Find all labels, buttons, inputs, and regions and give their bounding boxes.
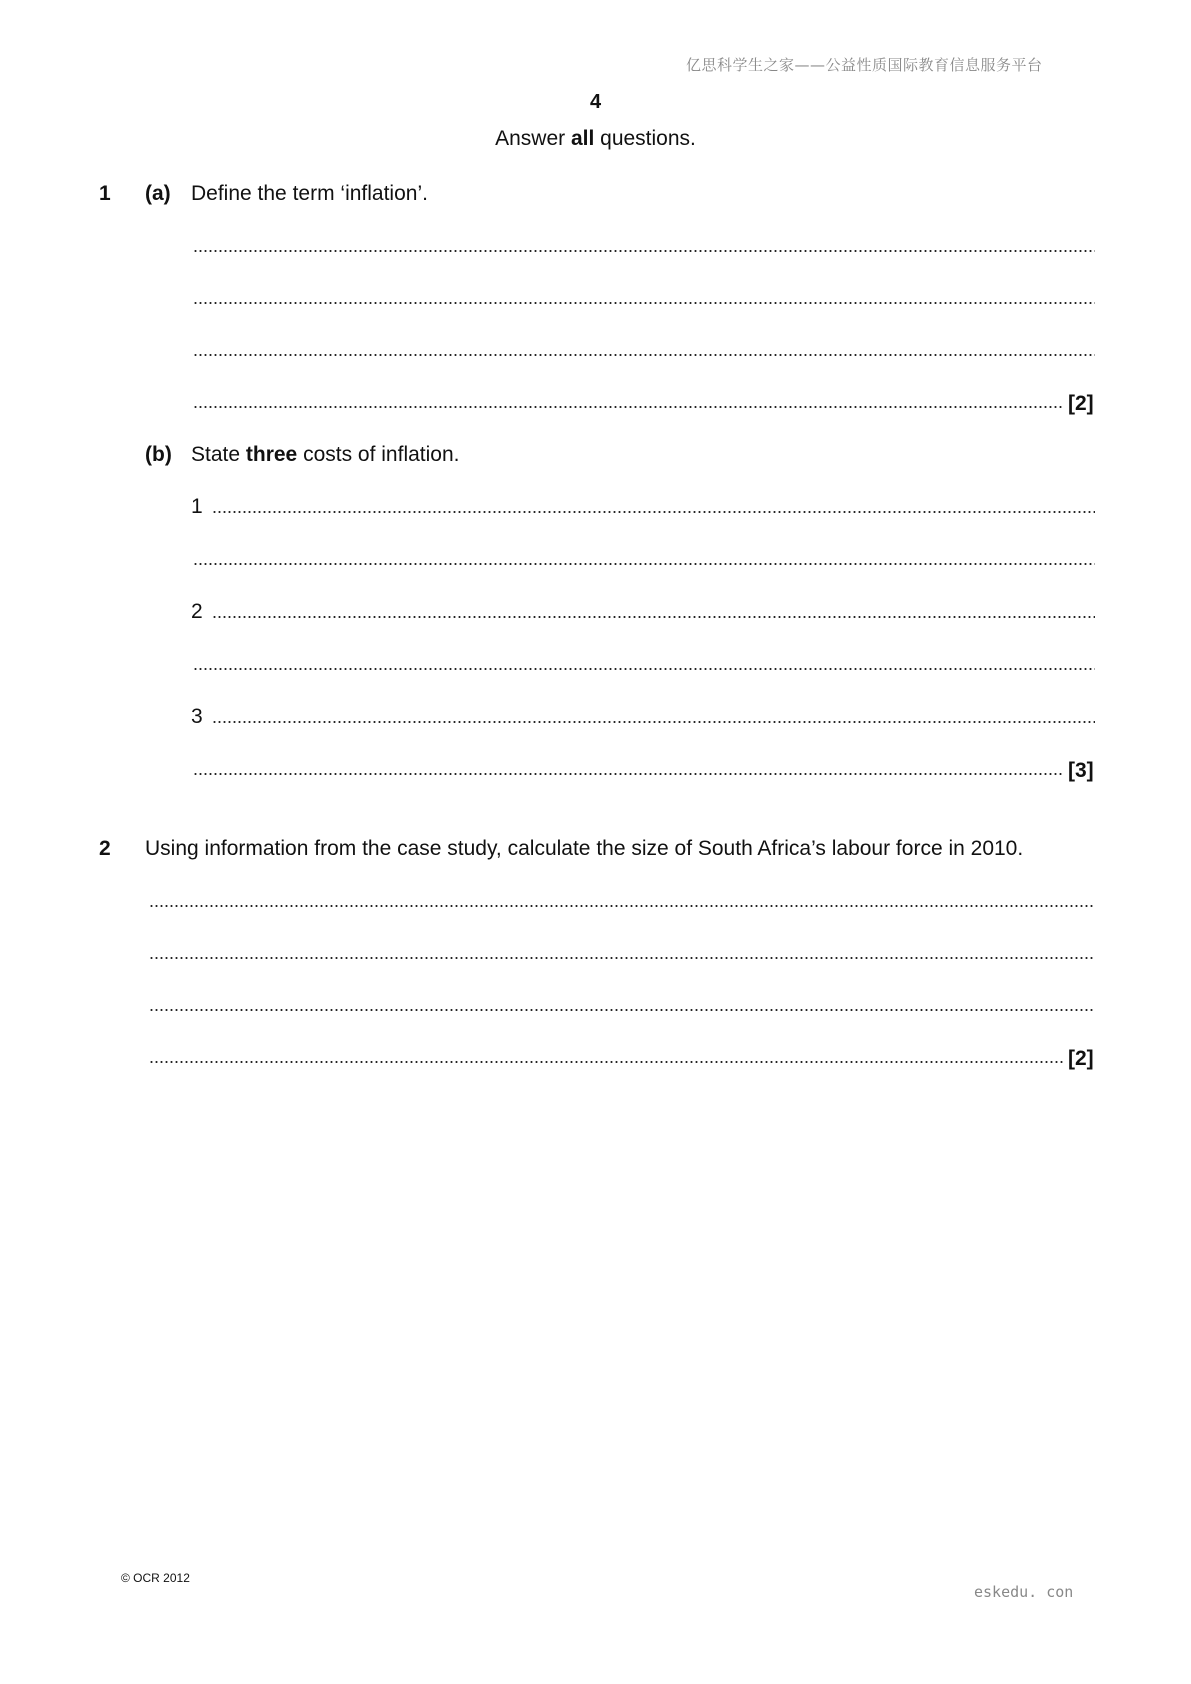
answer-line-2-3[interactable] [149, 1008, 1095, 1012]
question-1b-text-post: costs of inflation. [297, 443, 460, 466]
answer-line-1b-1-cont[interactable] [193, 562, 1095, 566]
mark-1a: [2] [1068, 392, 1094, 415]
question-1b-text-pre: State [191, 443, 246, 466]
question-2-text: Using information from the case study, calculate the size of South Africa’s labour force in 2010. [145, 837, 1024, 860]
answer-line-2-2[interactable] [149, 956, 1095, 960]
question-1b-text [191, 443, 459, 467]
instruction [0, 127, 1191, 151]
answer-line-1b-1[interactable] [212, 510, 1095, 514]
answer-line-2-1[interactable] [149, 904, 1095, 908]
question-1-number: 1 [99, 182, 111, 205]
answer-line-1b-3[interactable] [212, 720, 1095, 724]
answer-line-1b-2[interactable] [212, 615, 1095, 619]
answer-line-1a-1[interactable] [193, 249, 1095, 253]
question-1b-text-bold: three [245, 443, 298, 466]
mark-2: [2] [1068, 1047, 1094, 1070]
answer-line-1a-2[interactable] [193, 301, 1095, 305]
copyright: © OCR 2012 [121, 1571, 190, 1585]
answer-number-2: 2 [191, 600, 203, 623]
header-watermark: 亿思科学生之家——公益性质国际教育信息服务平台 [686, 56, 1043, 74]
answer-line-1b-3-cont[interactable] [193, 772, 1063, 776]
answer-line-1a-4[interactable] [193, 405, 1063, 409]
instruction-pre: Answer [495, 127, 571, 150]
mark-1b: [3] [1068, 759, 1094, 782]
instruction-post: questions. [594, 127, 696, 150]
answer-number-3: 3 [191, 705, 203, 728]
answer-number-1: 1 [191, 495, 203, 518]
page-number: 4 [589, 91, 602, 113]
instruction-bold: all [570, 127, 595, 150]
question-1b-label: (b) [145, 443, 172, 466]
answer-line-1a-3[interactable] [193, 353, 1095, 357]
answer-line-1b-2-cont[interactable] [193, 667, 1095, 671]
question-2-number: 2 [99, 837, 111, 860]
question-1a-text: Define the term ‘inflation’. [191, 182, 428, 205]
answer-line-2-4[interactable] [149, 1060, 1063, 1064]
question-1a-label: (a) [145, 182, 171, 205]
site-watermark: eskedu. con [974, 1583, 1074, 1601]
